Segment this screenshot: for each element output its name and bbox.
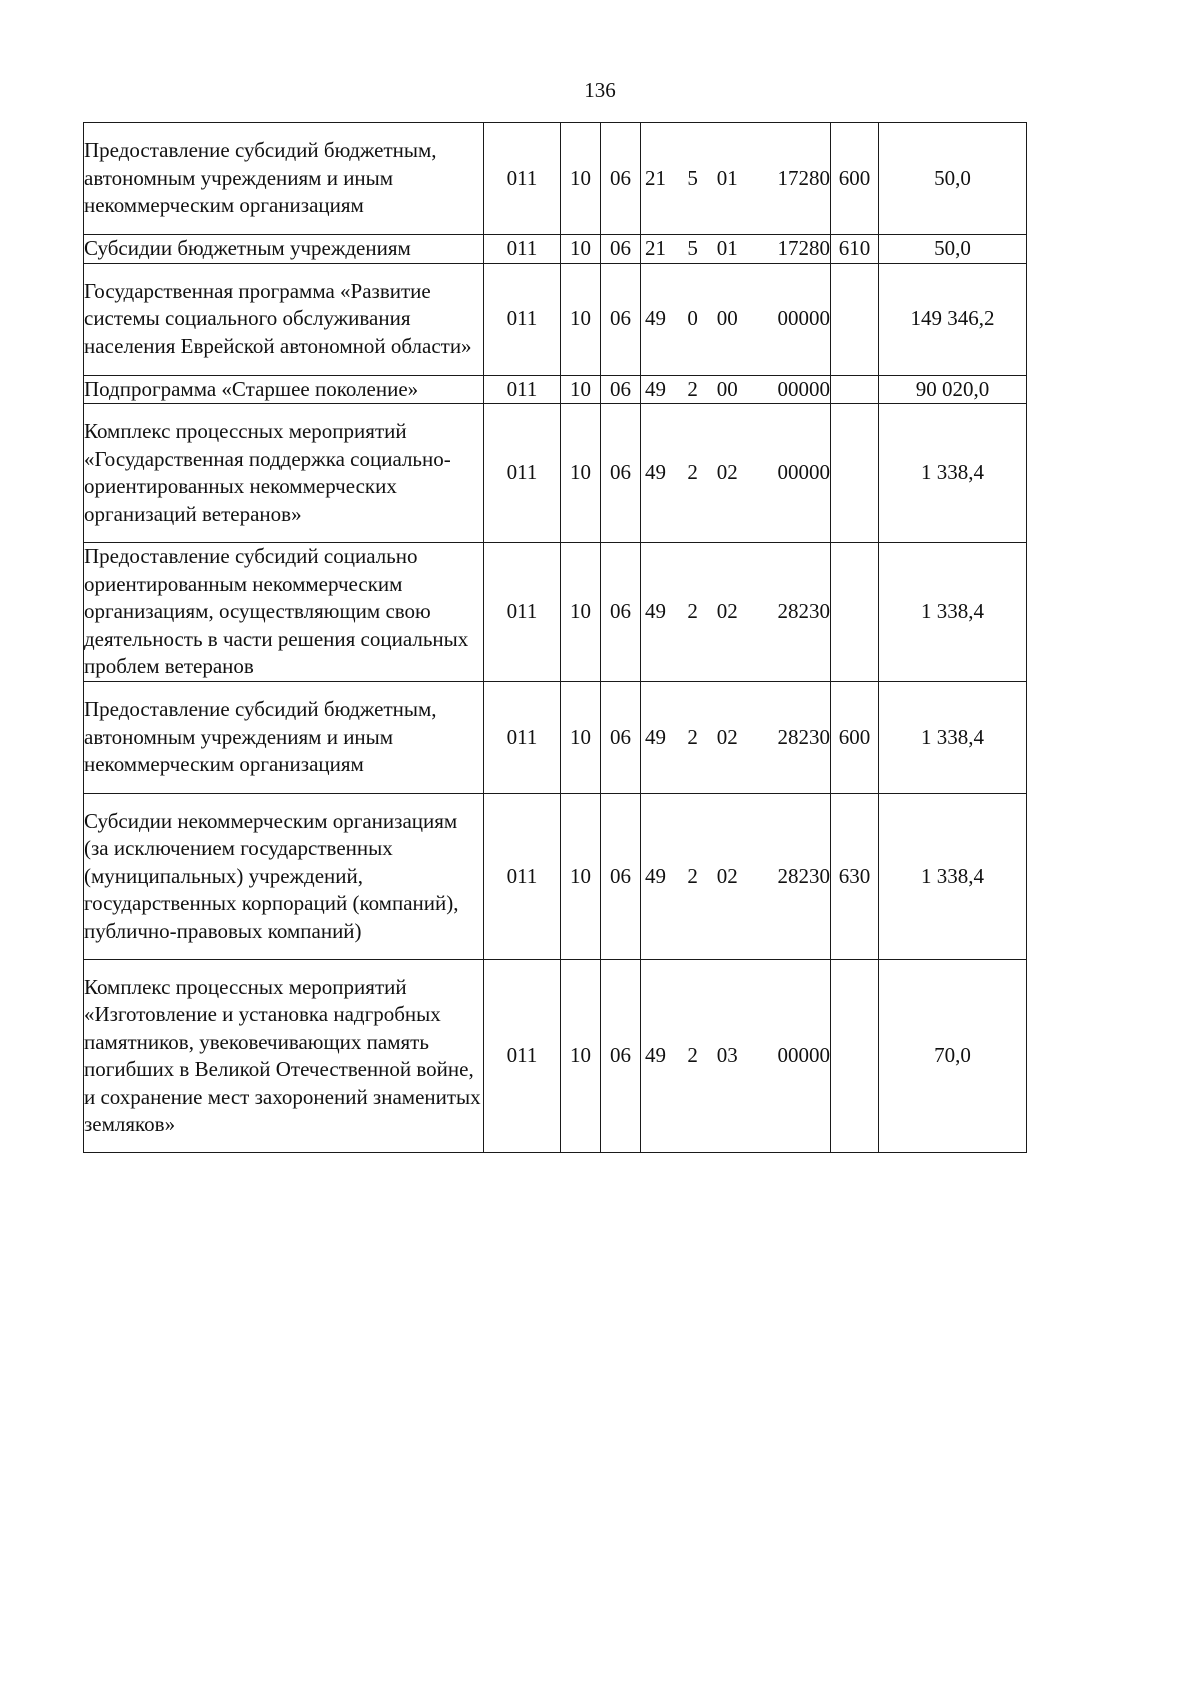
target-article-cell (641, 543, 831, 682)
amount-cell: 149 346,2 (879, 263, 1027, 375)
target-article-part: 49 (645, 460, 666, 485)
grbs-code-cell: 011 (484, 375, 561, 404)
section-code-cell: 10 (561, 235, 601, 264)
amount-cell: 1 338,4 (879, 682, 1027, 794)
target-article-part: 02 (716, 599, 738, 624)
expense-type-cell (831, 263, 879, 375)
target-article-part: 00 (716, 306, 738, 331)
target-article-part: 49 (645, 724, 666, 749)
target-article-part: 02 (716, 460, 738, 485)
subsection-code-cell: 06 (601, 263, 641, 375)
expense-type-cell: 600 (831, 682, 879, 794)
target-article-cell (641, 682, 831, 794)
expense-type-cell: 600 (831, 123, 879, 235)
section-code-cell: 10 (561, 960, 601, 1153)
table-row (84, 263, 1027, 375)
target-article-part: 0 (687, 306, 698, 331)
subsection-code-cell: 06 (601, 960, 641, 1153)
expense-type-cell (831, 960, 879, 1153)
target-article-cell (641, 794, 831, 960)
target-article-part: 2 (687, 724, 698, 749)
grbs-code-cell: 011 (484, 123, 561, 235)
section-code-cell: 10 (561, 263, 601, 375)
target-article-cell (641, 123, 831, 235)
target-article-part: 03 (716, 1043, 738, 1068)
row-name-cell: Субсидии бюджетным учреждениям (84, 235, 484, 264)
expense-type-cell (831, 404, 879, 543)
target-article-part: 49 (645, 1043, 666, 1068)
target-article-part: 00000 (777, 460, 830, 485)
subsection-code-cell: 06 (601, 235, 641, 264)
row-name-cell: Комплекс процессных мероприятий «Государственная поддержка социально-ориентированных некоммерческих организаций ветеранов» (84, 404, 484, 543)
subsection-code-cell: 06 (601, 404, 641, 543)
grbs-code-cell: 011 (484, 235, 561, 264)
section-code-cell: 10 (561, 543, 601, 682)
row-name-cell: Подпрограмма «Старшее поколение» (84, 375, 484, 404)
target-article-part: 5 (687, 236, 698, 260)
table-row (84, 404, 1027, 543)
row-name-cell: Предоставление субсидий социально ориентированным некоммерческим организациям, осуществляющим свою деятельность в части решения социальных проблем ветеранов (84, 543, 484, 682)
target-article-part: 21 (645, 165, 666, 190)
subsection-code-cell: 06 (601, 375, 641, 404)
grbs-code-cell: 011 (484, 794, 561, 960)
target-article-part: 28230 (777, 724, 830, 749)
target-article-cell (641, 235, 831, 264)
section-code-cell: 10 (561, 404, 601, 543)
page-number: 136 (584, 78, 616, 102)
amount-cell: 1 338,4 (879, 794, 1027, 960)
row-name-cell: Предоставление субсидий бюджетным, автономным учреждениям и иным некоммерческим организациям (84, 123, 484, 235)
grbs-code-cell: 011 (484, 263, 561, 375)
grbs-code-cell: 011 (484, 543, 561, 682)
section-code-cell: 10 (561, 794, 601, 960)
section-code-cell: 10 (561, 123, 601, 235)
target-article-part: 02 (716, 724, 738, 749)
amount-cell: 1 338,4 (879, 543, 1027, 682)
target-article-part: 2 (687, 863, 698, 888)
expense-type-cell: 610 (831, 235, 879, 264)
grbs-code-cell: 011 (484, 682, 561, 794)
target-article-cell (641, 375, 831, 404)
budget-table (83, 122, 1027, 1153)
target-article-cell (641, 404, 831, 543)
target-article-part: 49 (645, 376, 666, 401)
target-article-part: 00 (716, 376, 738, 401)
target-article-part: 01 (716, 165, 738, 190)
amount-cell: 90 020,0 (879, 375, 1027, 404)
target-article-part: 2 (687, 376, 698, 401)
target-article-part: 00000 (777, 1043, 830, 1068)
section-code-cell: 10 (561, 375, 601, 404)
target-article-part: 49 (645, 863, 666, 888)
target-article-part: 49 (645, 599, 666, 624)
subsection-code-cell: 06 (601, 682, 641, 794)
grbs-code-cell: 011 (484, 404, 561, 543)
target-article-part: 28230 (777, 863, 830, 888)
subsection-code-cell: 06 (601, 123, 641, 235)
table-row (84, 235, 1027, 264)
target-article-part: 21 (645, 236, 666, 260)
amount-cell: 1 338,4 (879, 404, 1027, 543)
amount-cell: 50,0 (879, 235, 1027, 264)
table-row (84, 375, 1027, 404)
table-row (84, 123, 1027, 235)
target-article-part: 00000 (777, 376, 830, 401)
target-article-part: 49 (645, 306, 666, 331)
section-code-cell: 10 (561, 682, 601, 794)
table-row (84, 960, 1027, 1153)
subsection-code-cell: 06 (601, 543, 641, 682)
grbs-code-cell: 011 (484, 960, 561, 1153)
table-row (84, 543, 1027, 682)
target-article-part: 2 (687, 599, 698, 624)
row-name-cell: Государственная программа «Развитие системы социального обслуживания населения Еврейской автономной области» (84, 263, 484, 375)
target-article-part: 00000 (777, 306, 830, 331)
target-article-part: 2 (687, 1043, 698, 1068)
target-article-part: 17280 (777, 165, 830, 190)
expense-type-cell: 630 (831, 794, 879, 960)
target-article-cell (641, 960, 831, 1153)
expense-type-cell (831, 543, 879, 682)
row-name-cell: Субсидии некоммерческим организациям (за исключением государственных (муниципальных) учреждений, государственных корпораций (компаний), публично-правовых компаний) (84, 794, 484, 960)
amount-cell: 50,0 (879, 123, 1027, 235)
target-article-part: 2 (687, 460, 698, 485)
target-article-part: 28230 (777, 599, 830, 624)
row-name-cell: Предоставление субсидий бюджетным, автономным учреждениям и иным некоммерческим организациям (84, 682, 484, 794)
target-article-cell (641, 263, 831, 375)
target-article-part: 01 (716, 236, 738, 260)
table-row (84, 682, 1027, 794)
target-article-part: 02 (716, 863, 738, 888)
row-name-cell: Комплекс процессных мероприятий «Изготовление и установка надгробных памятников, увековечивающих память погибших в Великой Отечественной войне, и сохранение мест захоронений знаменитых земляков» (84, 960, 484, 1153)
amount-cell: 70,0 (879, 960, 1027, 1153)
table-row (84, 794, 1027, 960)
target-article-part: 17280 (777, 236, 830, 260)
target-article-part: 5 (687, 165, 698, 190)
expense-type-cell (831, 375, 879, 404)
subsection-code-cell: 06 (601, 794, 641, 960)
